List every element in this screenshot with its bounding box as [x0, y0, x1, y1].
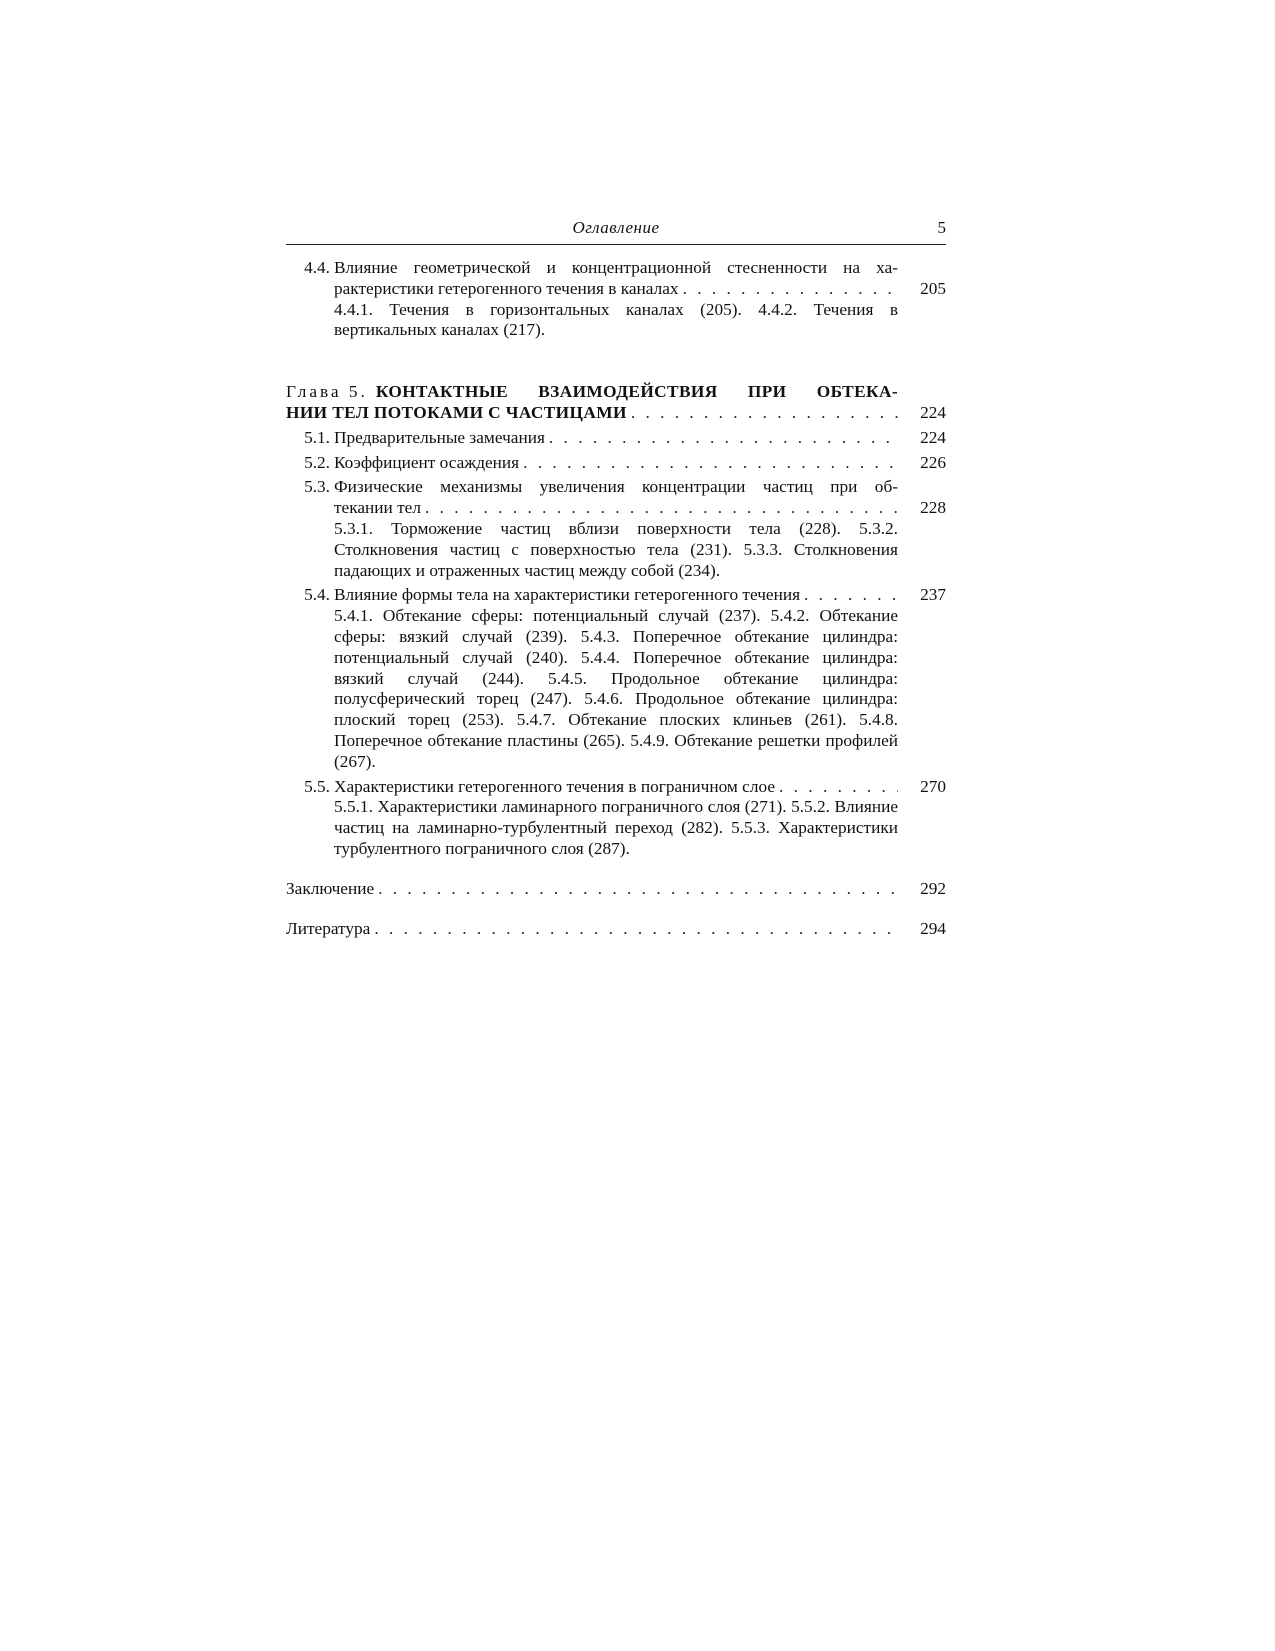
- section-title-last-line: Предварительные замечания: [334, 427, 545, 447]
- toc-literature: [286, 919, 946, 940]
- toc-entry-5-1: [286, 428, 946, 449]
- running-head-title: Оглавление: [572, 218, 660, 237]
- section-title-last-line: рактеристики гетерогенного течения в каналах: [334, 278, 679, 298]
- section-title-leader: [334, 585, 898, 606]
- page-number: 237: [920, 585, 946, 605]
- subsection-list: 5.5.1. Характеристики ламинарного пограничного слоя (271). 5.5.2. Влияние частиц на ламинарно-турбулентный переход (282). 5.5.3. Характеристики турбулентного пограничного слоя (287).: [334, 797, 898, 858]
- toc-conclusion: [286, 879, 946, 900]
- section-title-leader: [334, 498, 898, 519]
- section-title-leader: [334, 428, 898, 449]
- section-title-leader: [334, 279, 898, 300]
- literature-leader: [286, 919, 898, 940]
- page-number: 294: [920, 918, 946, 938]
- toc-entry-4-4: [286, 258, 946, 341]
- toc-entry-5-3: [286, 477, 946, 581]
- page-number: 292: [920, 878, 946, 898]
- section-title-line: Физические механизмы увеличения концентрации частиц при об-: [334, 477, 898, 497]
- literature-label: Литература: [286, 918, 371, 938]
- page-number: 205: [920, 279, 946, 298]
- chapter-title-leader: [286, 403, 898, 424]
- running-head-page-number: 5: [937, 218, 946, 237]
- section-title-line: Влияние геометрической и концентрационной стесненности на ха-: [334, 258, 898, 277]
- section-title-last-line: Коэффициент осаждения: [334, 452, 520, 472]
- section-title-last-line: Характеристики гетерогенного течения в пограничном слое: [334, 776, 776, 796]
- section-title-last-line: Влияние формы тела на характеристики гетерогенного течения: [334, 585, 801, 605]
- subsection-list: 4.4.1. Течения в горизонтальных каналах (205). 4.4.2. Течения в вертикальных каналах (217).: [334, 299, 898, 340]
- subsection-list: 5.4.1. Обтекание сферы: потенциальный случай (237). 5.4.2. Обтекание сферы: вязкий случай (239). 5.4.3. Поперечное обтекание цилиндра: потенциальный случай (240). 5.4.4. Поперечное обтекание цилиндра: вязкий случай (244). 5.4.5. Продольное обтекание цилиндра: полусферический торец (247). 5.4.6. Продольное обтекание цилиндра: плоский торец (253). 5.4.7. Обтекание плоских клиньев (261). 5.4.8. Поперечное обтекание пластины (265). 5.4.9. Обтекание решетки профилей (267).: [334, 606, 898, 771]
- chapter-title-last-line: НИИ ТЕЛ ПОТОКАМИ С ЧАСТИЦАМИ: [286, 402, 627, 422]
- table-of-contents: [286, 258, 946, 939]
- page-number: 224: [920, 402, 946, 422]
- section-title-leader: [334, 777, 898, 798]
- section-number: 5.3.: [304, 477, 330, 497]
- conclusion-leader: [286, 879, 898, 900]
- toc-chapter-5: [286, 382, 946, 424]
- section-number: 5.2.: [304, 452, 330, 472]
- section-number: 5.4.: [304, 585, 330, 605]
- section-title-last-line: текании тел: [334, 498, 421, 518]
- toc-entry-5-2: [286, 453, 946, 474]
- section-number: 4.4.: [304, 258, 330, 277]
- page-number: 228: [920, 498, 946, 518]
- section-title-leader: [334, 453, 898, 474]
- page-number: 224: [920, 427, 946, 447]
- running-head: [286, 216, 946, 245]
- toc-entry-5-4: [286, 585, 946, 772]
- section-number: 5.5.: [304, 776, 330, 796]
- toc-entry-5-5: [286, 777, 946, 860]
- chapter-label: Глава 5.: [286, 382, 368, 402]
- chapter-title-line: КОНТАКТНЫЕ ВЗАИМОДЕЙСТВИЯ ПРИ ОБТЕКА-: [375, 382, 898, 402]
- page-number: 270: [920, 776, 946, 796]
- page-number: 226: [920, 452, 946, 472]
- conclusion-label: Заключение: [286, 878, 375, 898]
- subsection-list: 5.3.1. Торможение частиц вблизи поверхности тела (228). 5.3.2. Столкновения частиц с поверхностью тела (231). 5.3.3. Столкновения падающих и отраженных частиц между собой (234).: [334, 518, 898, 580]
- section-number: 5.1.: [304, 427, 330, 447]
